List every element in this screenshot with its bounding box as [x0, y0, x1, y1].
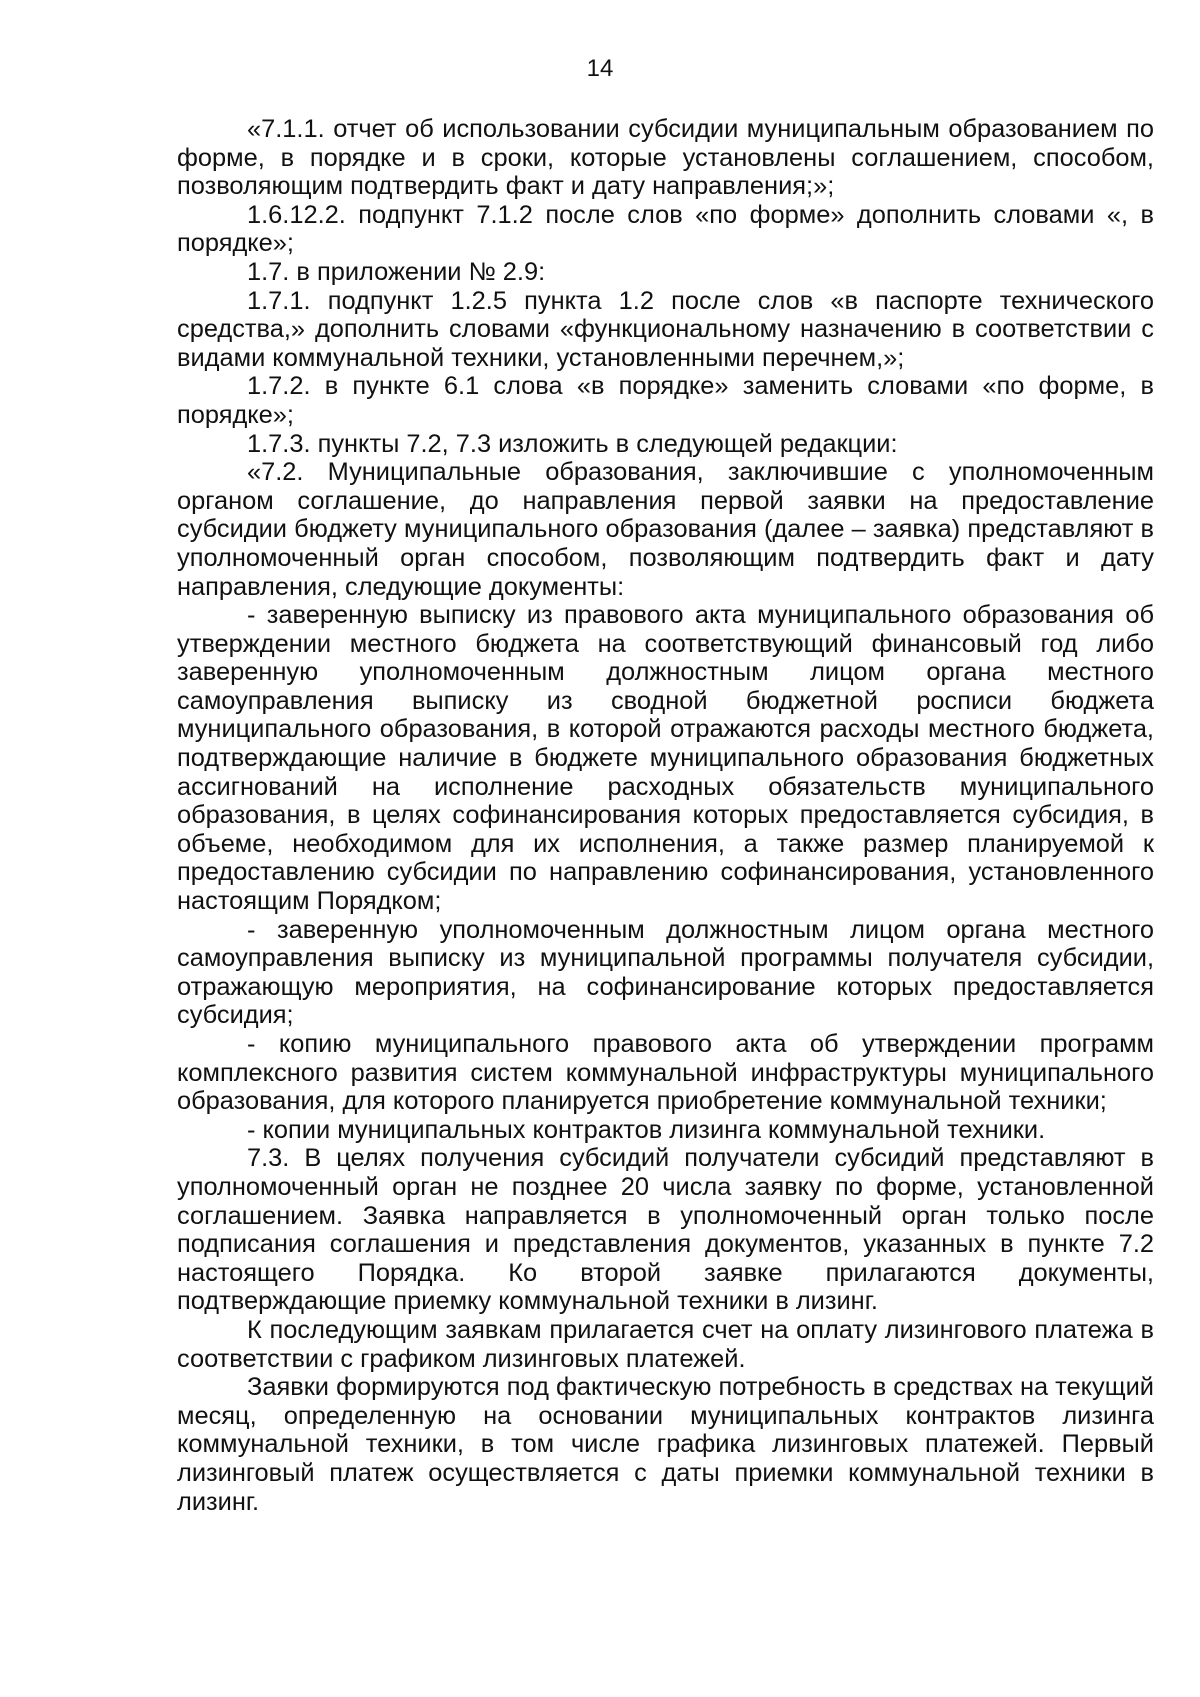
paragraph-7-1-1-quote: «7.1.1. отчет об использовании субсидии муниципальным образованием по форме, в порядке и в сроки, которые установлены соглашением, способом, позволяющим подтвердить факт и дату направления;»;: [177, 115, 1154, 201]
paragraph-1-6-12-2: 1.6.12.2. подпункт 7.1.2 после слов «по форме» дополнить словами «, в порядке»;: [177, 200, 1154, 258]
list-item-budget-extract: - заверенную выписку из правового акта муниципального образования об утверждении местного бюджета на соответствующий финансовый год либо заверенную уполномоченным должностным лицом органа местного самоуправления выписку из сводной бюджетной росписи бюджета муниципального образования, в которой отражаются расходы местного бюджета, подтверждающие наличие в бюджете муниципального образования бюджетных ассигнований на исполнение расходных обязательств муниципального образования, в целях софинансирования которых предоставляется субсидия, в объеме, необходимом для их исполнения, а также размер планируемой к предоставлению субсидии по направлению софинансирования, установленного настоящим Порядком;: [177, 601, 1154, 916]
paragraph-7-3: 7.3. В целях получения субсидий получатели субсидий представляют в уполномоченный орган не позднее 20 числа заявку по форме, установленной соглашением. Заявка направляется в уполномоченный орган только после подписания соглашения и представления документов, указанных в пункте 7.2 настоящего Порядка. Ко второй заявке прилагаются документы, подтверждающие приемку коммунальной техники в лизинг.: [177, 1144, 1154, 1316]
paragraph-requests-formation: Заявки формируются под фактическую потребность в средствах на текущий месяц, определенную на основании муниципальных контрактов лизинга коммунальной техники, в том числе графика лизинговых платежей. Первый лизинговый платеж осуществляется с даты приемки коммунальной техники в лизинг.: [177, 1373, 1154, 1516]
paragraph-1-7: 1.7. в приложении № 2.9:: [247, 257, 546, 286]
paragraph-7-2: «7.2. Муниципальные образования, заключившие с уполномоченным органом соглашение, до направления первой заявки на предоставление субсидии бюджету муниципального образования (далее – заявка) представляют в уполномоченный орган способом, позволяющим подтвердить факт и дату направления, следующие документы:: [177, 458, 1154, 601]
list-item-leasing-contracts: - копии муниципальных контрактов лизинга коммунальной техники.: [247, 1115, 1046, 1144]
paragraph-subsequent-requests: К последующим заявкам прилагается счет на оплату лизингового платежа в соответствии с графиком лизинговых платежей.: [177, 1315, 1154, 1373]
paragraph-1-7-3: 1.7.3. пункты 7.2, 7.3 изложить в следующей редакции:: [247, 429, 898, 458]
list-item-legal-act-copy: - копию муниципального правового акта об утверждении программ комплексного развития систем коммунальной инфраструктуры муниципального образования, для которого планируется приобретение коммунальной техники;: [177, 1030, 1154, 1116]
paragraph-1-7-2: 1.7.2. в пункте 6.1 слова «в порядке» заменить словами «по форме, в порядке»;: [177, 372, 1154, 429]
page-number: 14: [586, 55, 614, 82]
document-body: [177, 115, 1154, 1516]
paragraph-1-7-1: 1.7.1. подпункт 1.2.5 пункта 1.2 после слов «в паспорте технического средства,» дополнить словами «функциональному назначению в соответствии с видами коммунальной техники, установленными перечнем,»;: [177, 286, 1154, 372]
list-item-program-extract: - заверенную уполномоченным должностным лицом органа местного самоуправления выписку из муниципальной программы получателя субсидии, отражающую мероприятия, на софинансирование которых предоставляется субсидия;: [177, 915, 1154, 1030]
